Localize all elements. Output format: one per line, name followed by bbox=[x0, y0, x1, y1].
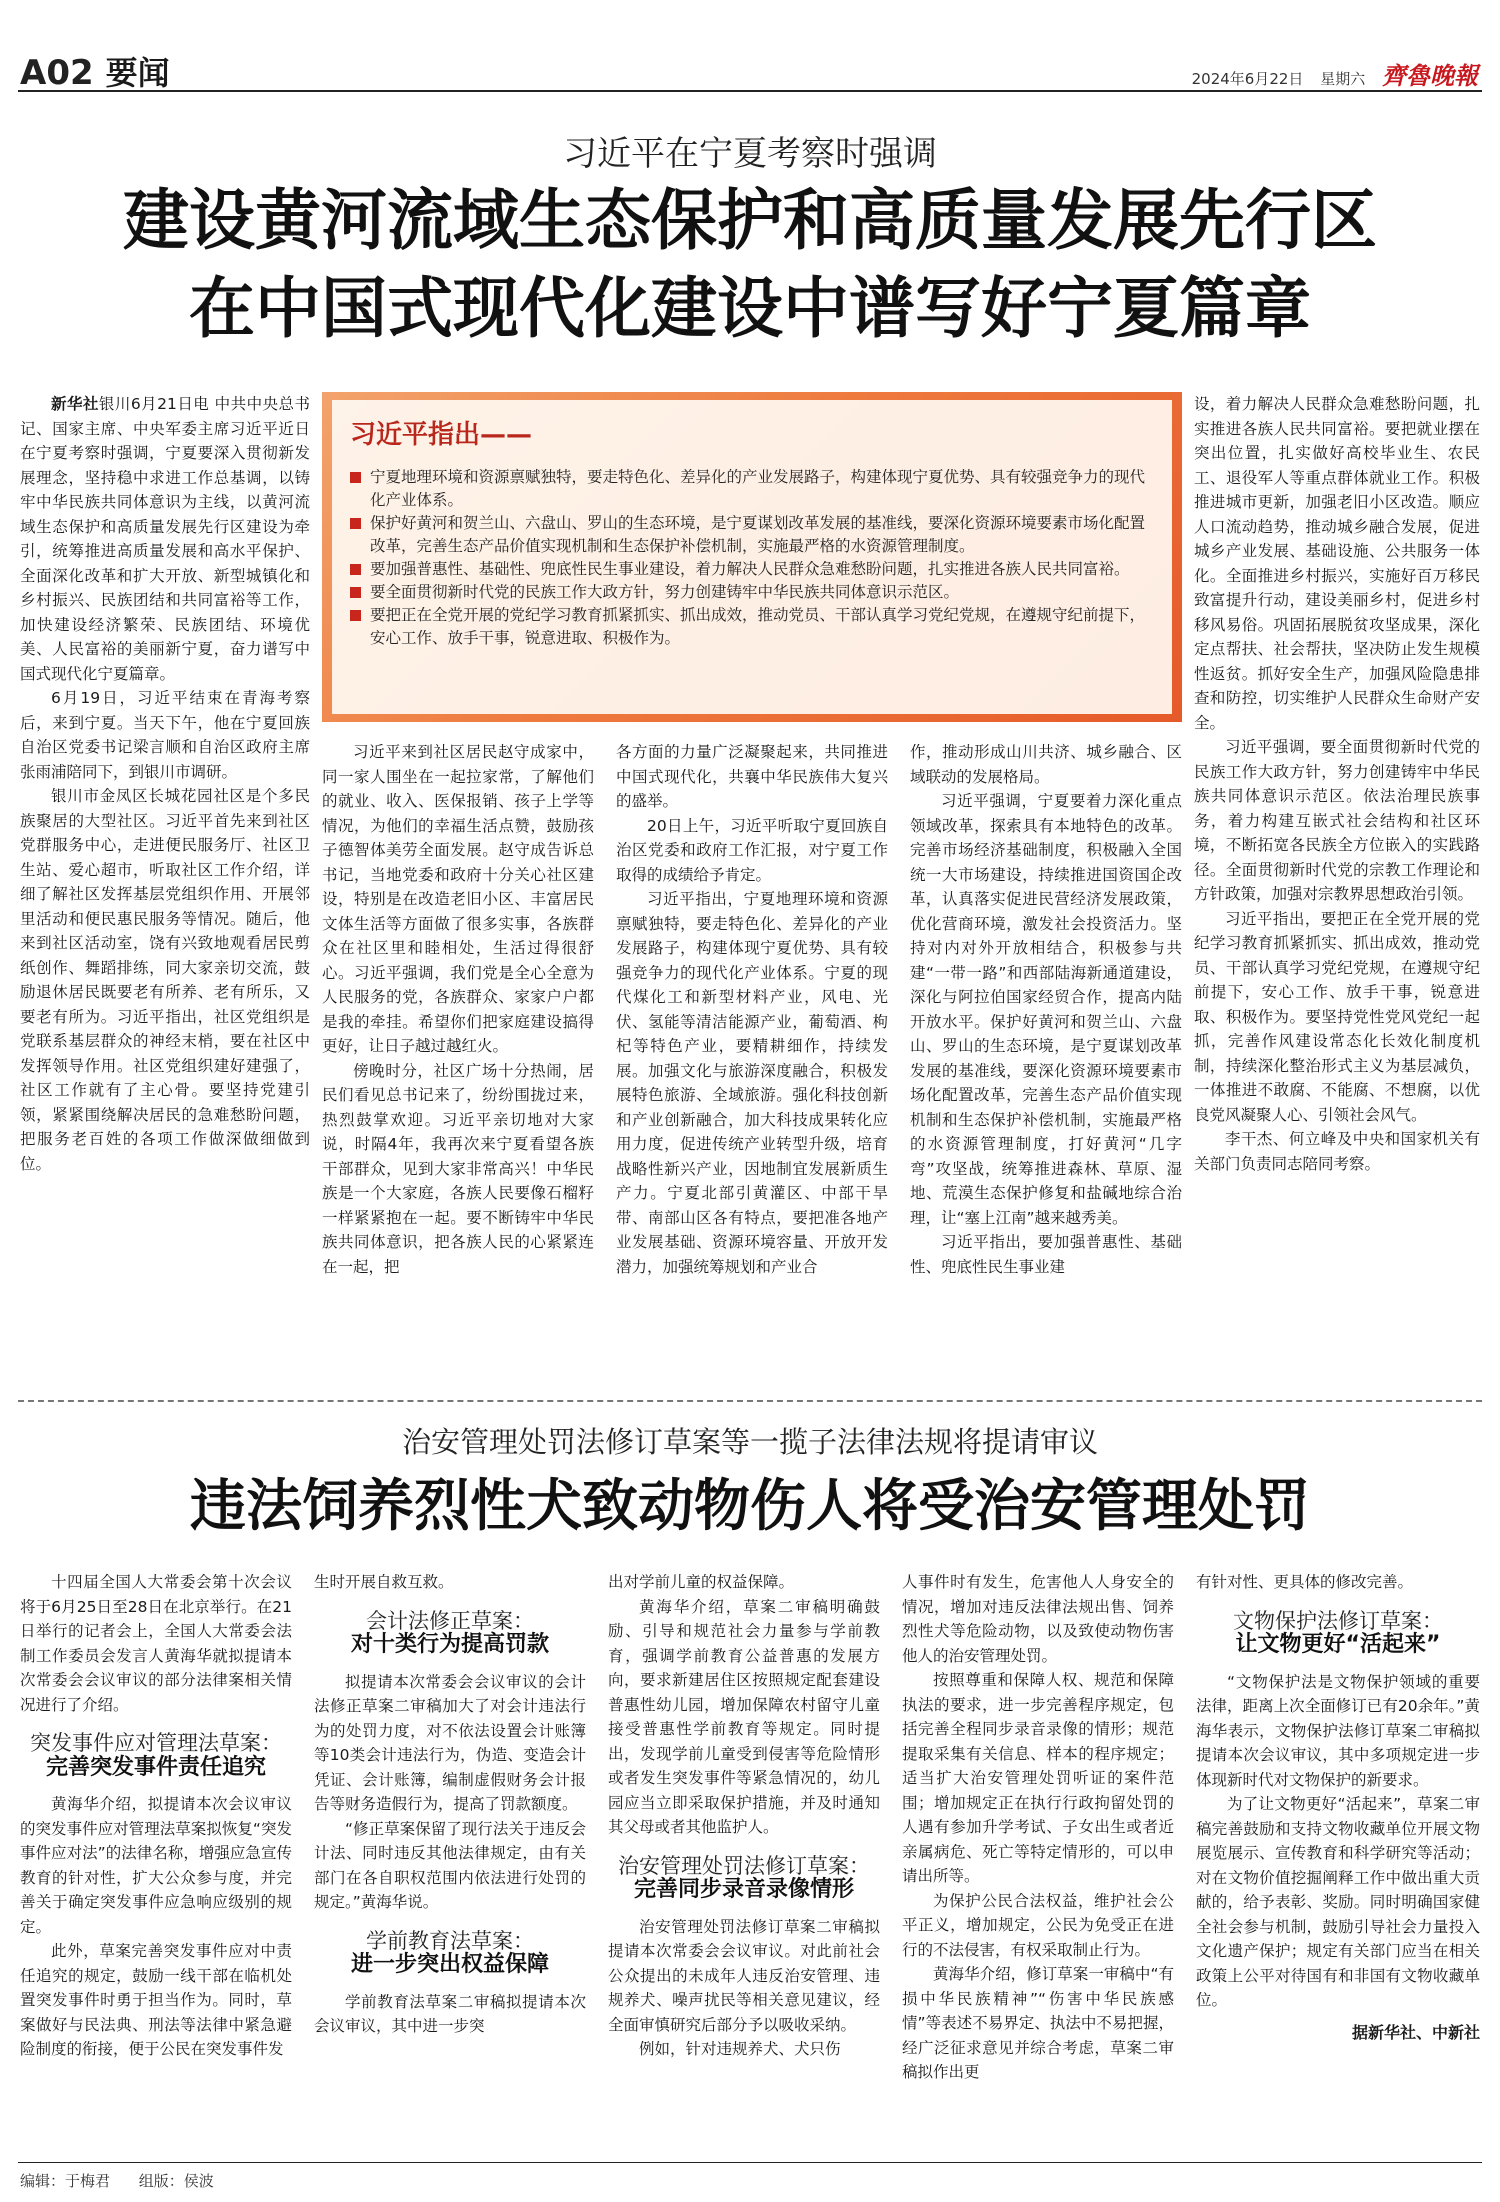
article1-kicker: 习近平在宁夏考察时强调 bbox=[563, 134, 937, 174]
paragraph: 设，着力解决人民群众急难愁盼问题，扎实推进各族人民共同富裕。要把就业摆在突出位置，扎实做好高校毕业生、农民工、退役军人等重点群体就业工作。积极推进城市更新，加强老旧小区改造。顺应人口流动趋势，推动城乡融合发展，促进城乡产业发展、基础设施、公共服务一体化。全面推进乡村振兴，实施好百万移民致富提升行动，建设美丽乡村，促进乡村移风易俗。巩固拓展脱贫攻坚成果，深化定点帮扶、社会帮扶，坚决防止发生规模性返贫。抓好安全生产，加强风险隐患排查和防控，切实维护人民群众生命财产安全。 bbox=[1194, 395, 1480, 732]
article2-headline: 违法饲养烈性犬致动物伤人将受治安管理处罚 bbox=[190, 1473, 1310, 1539]
issue-weekday: 星期六 bbox=[1320, 70, 1366, 88]
article1-column-1 bbox=[20, 392, 310, 1392]
subhead-public-security-law: 治安管理处罚法修订草案： 完善同步录音录像情形 bbox=[618, 1853, 870, 1902]
paragraph: 习近平指出，要把正在全党开展的党纪学习教育抓紧抓实、抓出成效，推动党员、干部认真学习党纪党规，在遵规守纪前提下，安心工作、放手干事，锐意进取、积极作为。要坚持党性党风党纪一起抓，完善作风建设常态化长效化制度机制，持续深化整治形式主义为基层减负，一体推进不敢腐、不能腐、不想腐，以优良党风凝聚人心、引领社会风气。 bbox=[1194, 909, 1480, 1124]
paragraph: 习近平强调，宁夏要着力深化重点领域改革，探索具有本地特色的改革。完善市场经济基础制度，积极融入全国统一大市场建设，持续推进国资国企改革，认真落实促进民营经济发展政策，优化营商环境，激发社会投资活力。坚持对内对外开放相结合，积极参与共建“一带一路”和西部陆海新通道建设，深化与阿拉伯国家经贸合作，提高内陆开放水平。保护好黄河和贺兰山、六盘山、罗山的生态环境，是宁夏谋划改革发展的基准线，要深化资源环境要素市场化配置改革，完善生态产品价值实现机制和生态保护补偿机制，实施最严格的水资源管理制度，打好黄河“几字弯”攻坚战，统筹推进森林、草原、湿地、荒漠生态保护修复和盐碱地综合治理，让“塞上江南”越来越秀美。 bbox=[910, 792, 1182, 1227]
paragraph: 治安管理处罚法修订草案二审稿拟提请本次常委会会议审议。对此前社会公众提出的未成年人违反治安管理、违规养犬、噪声扰民等相关意见建议，经全面审慎研究后部分予以吸收采纳。 bbox=[608, 1917, 880, 2034]
paragraph: “文物保护法是文物保护领域的重要法律，距离上次全面修订已有20余年。”黄海华表示，文物保护法修订草案二审稿拟提请本次会议审议，其中多项规定进一步体现新时代对文物保护的新要求。 bbox=[1196, 1672, 1480, 1789]
article-separator bbox=[18, 1400, 1482, 1402]
page-number: A02 bbox=[20, 53, 94, 93]
paragraph: 20日上午，习近平听取宁夏回族自治区党委和政府工作汇报，对宁夏工作取得的成绩给予肯定。 bbox=[616, 816, 888, 884]
paragraph: 习近平来到社区居民赵守成家中，同一家人围坐在一起拉家常，了解他们的就业、收入、医保报销、孩子上学等情况，为他们的幸福生活点赞，鼓励孩子德智体美劳全面发展。赵守成告诉总书记，当地党委和政府十分关心社区建设，特别是在改造老旧小区、丰富居民文体生活等方面做了很多实事，各族群众在社区里和睦相处，生活过得很舒心。习近平强调，我们党是全心全意为人民服务的党，各族群众、家家户户都是我的牵挂。希望你们把家庭建设搞得更好，让日子越过越红火。 bbox=[322, 743, 594, 1055]
subhead-preschool-law: 学前教育法草案： 进一步突出权益保障 bbox=[350, 1928, 549, 1977]
paragraph: 习近平指出，要加强普惠性、基础性、兜底性民生事业建 bbox=[910, 1233, 1182, 1276]
paragraph: 李干杰、何立峰及中央和国家机关有关部门负责同志陪同考察。 bbox=[1194, 1130, 1480, 1173]
paragraph: 十四届全国人大常委会第十次会议将于6月25日至28日在北京举行。在21日举行的记者会上，全国人大常委会法制工作委员会发言人黄海华就拟提请本次常委会会议审议的部分法律案相关情况进行了介绍。 bbox=[20, 1573, 292, 1714]
square-bullet-icon bbox=[350, 518, 361, 529]
quote-item: 要加强普惠性、基础性、兜底性民生事业建设，着力解决人民群众急难愁盼问题，扎实推进各族人民共同富裕。 bbox=[350, 558, 1146, 581]
article2-column-2 bbox=[314, 1570, 586, 2160]
square-bullet-icon bbox=[350, 564, 361, 575]
article1-column-5 bbox=[1194, 392, 1480, 1392]
article2-kicker: 治安管理处罚法修订草案等一揽子法律法规将提请审议 bbox=[401, 1425, 1098, 1459]
paragraph: 银川6月21日电 中共中央总书记、国家主席、中央军委主席习近平近日在宁夏考察时强调，宁夏要深入贯彻新发展理念，坚持稳中求进工作总基调，以铸牢中华民族共同体意识为主线，以黄河流域生态保护和高质量发展先行区建设为牵引，统筹推进高质量发展和高水平保护、全面深化改革和扩大开放、新型城镇化和乡村振兴、民族团结和共同富裕等工作，加快建设经济繁荣、民族团结、环境优美、人民富裕的美丽新宁夏，奋力谱写中国式现代化宁夏篇章。 bbox=[20, 395, 310, 683]
quote-box-list bbox=[350, 466, 1146, 650]
issue-date: 2024年6月22日 bbox=[1191, 70, 1304, 88]
article2-column-3 bbox=[608, 1570, 880, 2160]
paragraph: 作，推动形成山川共济、城乡融合、区域联动的发展格局。 bbox=[910, 743, 1182, 786]
paragraph: 有针对性、更具体的修改完善。 bbox=[1196, 1573, 1414, 1591]
quote-box bbox=[322, 392, 1182, 722]
article2-column-5 bbox=[1196, 1570, 1480, 2160]
article2-column-4 bbox=[902, 1570, 1174, 2160]
paragraph: 黄海华介绍，拟提请本次会议审议的突发事件应对管理法草案拟恢复“突发事件应对法”的法律名称，增强应急宣传教育的针对性，扩大公众参与度，并完善关于确定突发事件应急响应级别的规定。 bbox=[20, 1795, 292, 1936]
paragraph: 6月19日，习近平结束在青海考察后，来到宁夏。当天下午，他在宁夏回族自治区党委书记梁言顺和自治区政府主席张雨浦陪同下，到银川市调研。 bbox=[20, 689, 310, 781]
paragraph: 各方面的力量广泛凝聚起来，共同推进中国式现代化，共襄中华民族伟大复兴的盛举。 bbox=[616, 743, 888, 810]
article1-headline-1: 建设黄河流域生态保护和高质量发展先行区 bbox=[123, 181, 1377, 259]
editor-credit: 编辑：于梅君 bbox=[20, 2172, 111, 2190]
paragraph: 傍晚时分，社区广场十分热闹，居民们看见总书记来了，纷纷围拢过来，热烈鼓掌欢迎。习近平亲切地对大家说，时隔4年，我再次来宁夏看望各族干部群众，见到大家非常高兴！中华民族是一个大家庭，各族人民要像石榴籽一样紧紧抱在一起。要不断铸牢中华民族共同体意识，把各族人民的心紧紧连在一起，把 bbox=[322, 1061, 594, 1276]
square-bullet-icon bbox=[350, 610, 361, 621]
paragraph: 黄海华介绍，草案二审稿明确鼓励、引导和规范社会力量参与学前教育，强调学前教育公益普惠的发展方向，要求新建居住区按照规定配套建设普惠性幼儿园，增加保障农村留守儿童接受普惠性学前教育等规定。同时提出，发现学前儿童受到侵害等危险情形或者发生突发事件等紧急情况的，幼儿园应当立即采取保护措施，并及时通知其父母或者其他监护人。 bbox=[608, 1597, 880, 1836]
article1-column-2 bbox=[322, 740, 594, 1390]
page-header-right bbox=[1180, 56, 1478, 91]
byline: 新华社 bbox=[51, 395, 99, 413]
paragraph: “修正草案保留了现行法关于违反会计法、同时违反其他法律规定，由有关部门在各自职权范围内依法进行处罚的规定。”黄海华说。 bbox=[314, 1819, 586, 1911]
paragraph: 银川市金凤区长城花园社区是个多民族聚居的大型社区。习近平首先来到社区党群服务中心，走进便民服务厅、社区卫生站、爱心超市，听取社区工作介绍，详细了解社区发挥基层党组织作用、开展邻里活动和便民惠民服务等情况。随后，他来到社区活动室，饶有兴致地观看居民剪纸创作、舞蹈排练，同大家亲切交流，鼓励退休居民既要老有所养、老有所乐，又要老有所为。习近平指出，社区党组织是党联系基层群众的神经末梢，要在社区中发挥领导作用。社区党组织建好建强了，社区工作就有了主心骨。要坚持党建引领，紧紧围绕解决居民的急难愁盼问题，把服务老百姓的各项工作做深做细做到位。 bbox=[20, 787, 310, 1173]
article1-headline-2: 在中国式现代化建设中谱写好宁夏篇章 bbox=[189, 269, 1311, 347]
paragraph: 为了让文物更好“活起来”，草案二审稿完善鼓励和支持文物收藏单位开展文物展览展示、宣传教育和科学研究等活动；对在文物价值挖掘阐释工作中做出重大贡献的，给予表彰、奖励。同时明确国家健全社会参与机制，鼓励引导社会力量投入文化遗产保护；规定有关部门应当在相关政策上公平对待国有和非国有文物收藏单位。 bbox=[1196, 1795, 1480, 2009]
quote-item: 要把正在全党开展的党纪学习教育抓紧抓实、抓出成效，推动党员、干部认真学习党纪党规，在遵规守纪前提下，安心工作、放手干事，锐意进取、积极作为。 bbox=[350, 604, 1146, 650]
quote-box-title: 习近平指出—— bbox=[350, 420, 533, 450]
paragraph: 习近平指出，宁夏地理环境和资源禀赋独特，要走特色化、差异化的产业发展路子，构建体现宁夏优势、具有较强竞争力的现代化产业体系。宁夏的现代煤化工和新型材料产业，风电、光伏、氢能等清洁能源产业，葡萄酒、枸杞等特色产业，要精耕细作，持续发展。加强文化与旅游深度融合，积极发展特色旅游、全域旅游。强化科技创新和产业创新融合，加大科技成果转化应用力度，促进传统产业转型升级，培育战略性新兴产业，因地制宜发展新质生产力。宁夏北部引黄灌区、中部干旱带、南部山区各有特点，要把准各地产业发展基础、资源环境容量、开放开发潜力，加强统筹规划和产业合 bbox=[616, 890, 888, 1276]
subhead-emergency-law: 突发事件应对管理法草案： 完善突发事件责任追究 bbox=[30, 1731, 282, 1780]
paragraph: 习近平强调，要全面贯彻新时代党的民族工作大政方针，努力创建铸牢中华民族共同体意识示范区。依法治理民族事务，着力构建互嵌式社会结构和社区环境，不断拓宽各民族全方位嵌入的实践路径。全面贯彻新时代党的宗教工作理论和方针政策，加强对宗教界思想政治引领。 bbox=[1194, 738, 1480, 903]
paragraph: 按照尊重和保障人权、规范和保障执法的要求，进一步完善程序规定，包括完善全程同步录音录像的情形；规范提取采集有关信息、样本的程序规定；适当扩大治安管理处罚听证的案件范围；增加规定正在执行行政拘留处罚的人遇有参加升学考试、子女出生或者近亲属病危、死亡等特定情形的，可以申请出所等。 bbox=[902, 1671, 1174, 1885]
square-bullet-icon bbox=[350, 472, 361, 483]
layout-credit: 组版：侯波 bbox=[138, 2172, 214, 2190]
footer-rule bbox=[18, 2162, 1482, 2163]
section-name: 要闻 bbox=[105, 54, 170, 92]
paragraph: 此外，草案完善突发事件应对中责任追究的规定，鼓励一线干部在临机处置突发事件时勇于担当作为。同时，草案做好与民法典、刑法等法律中紧急避险制度的衔接，便于公民在突发事件发 bbox=[20, 1942, 292, 2058]
quote-box-inner bbox=[332, 400, 1172, 714]
news-credit: 据新华社、中新社 bbox=[1351, 2022, 1480, 2042]
paragraph: 黄海华介绍，修订草案一审稿中“有损中华民族精神”“伤害中华民族感情”等表述不易界定、执法中不易把握，经广泛征求意见并综合考虑，草案二审稿拟作出更 bbox=[902, 1965, 1174, 2081]
subhead-accounting-law: 会计法修正草案： 对十类行为提高罚款 bbox=[350, 1608, 549, 1657]
newspaper-brand: 齊魯晚報 bbox=[1382, 62, 1478, 90]
quote-item: 宁夏地理环境和资源禀赋独特，要走特色化、差异化的产业发展路子，构建体现宁夏优势、具有较强竞争力的现代化产业体系。 bbox=[350, 466, 1146, 512]
article1-column-4 bbox=[910, 740, 1182, 1390]
subhead-relics-law: 文物保护法修订草案： 让文物更好“活起来” bbox=[1233, 1608, 1443, 1657]
paragraph: 学前教育法草案二审稿拟提请本次会议审议，其中进一步突 bbox=[314, 1992, 586, 2035]
paragraph: 为保护公民合法权益，维护社会公平正义，增加规定，公民为免受正在进行的不法侵害，有权采取制止行为。 bbox=[902, 1891, 1174, 1959]
paragraph: 拟提请本次常委会会议审议的会计法修正草案二审稿加大了对会计违法行为的处罚力度，对不依法设置会计账簿等10类会计违法行为，伪造、变造会计凭证、会计账簿，编制虚假财务会计报告等财务造假行为，提高了罚款额度。 bbox=[314, 1672, 586, 1813]
paragraph: 出对学前儿童的权益保障。 bbox=[608, 1573, 795, 1591]
article2-column-1 bbox=[20, 1570, 292, 2160]
paragraph: 人事件时有发生，危害他人人身安全的情况，增加对违反法律法规出售、饲养烈性犬等危险动物，以及致使动物伤害他人的治安管理处罚。 bbox=[902, 1573, 1174, 1665]
square-bullet-icon bbox=[350, 587, 361, 598]
page-header-left bbox=[20, 48, 170, 94]
quote-item: 保护好黄河和贺兰山、六盘山、罗山的生态环境，是宁夏谋划改革发展的基准线，要深化资源环境要素市场化配置改革，完善生态产品价值实现机制和生态保护补偿机制，实施最严格的水资源管理制度。 bbox=[350, 512, 1146, 558]
article1-column-3 bbox=[616, 740, 888, 1390]
page-footer bbox=[20, 2170, 238, 2191]
header-rule bbox=[18, 90, 1482, 92]
paragraph: 生时开展自救互救。 bbox=[314, 1573, 454, 1591]
paragraph: 例如，针对违规养犬、犬只伤 bbox=[639, 2040, 841, 2058]
quote-item: 要全面贯彻新时代党的民族工作大政方针，努力创建铸牢中华民族共同体意识示范区。 bbox=[350, 581, 1146, 604]
